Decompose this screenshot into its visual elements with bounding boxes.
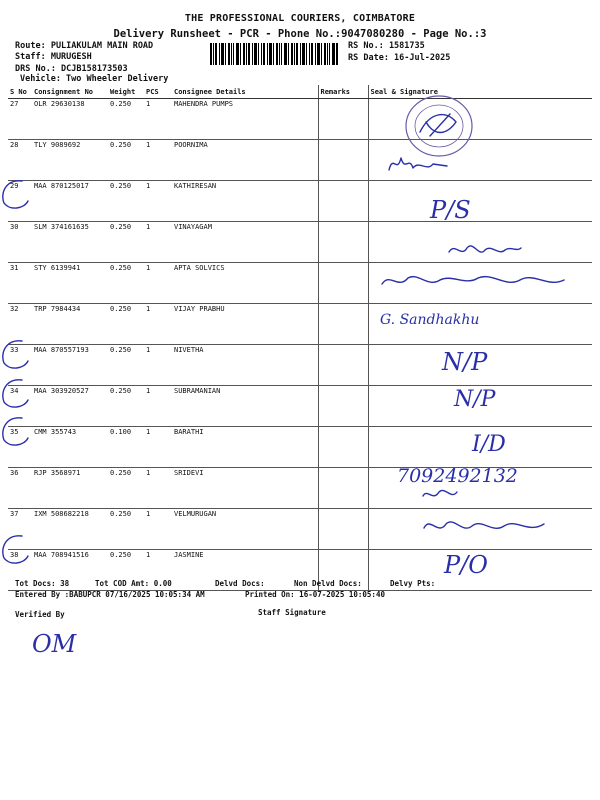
row-weight: 0.250 bbox=[108, 304, 144, 345]
total-cod-amount: Tot COD Amt: 0.00 bbox=[95, 579, 172, 588]
table-row bbox=[8, 386, 592, 427]
row-consignment-no: IXM 508682218 bbox=[32, 509, 108, 550]
hw-row-34: N/P bbox=[454, 387, 496, 412]
row-seal-signature bbox=[368, 181, 592, 222]
delivered-docs: Delvd Docs: bbox=[215, 579, 265, 588]
hw-row-29: P/S bbox=[430, 196, 471, 224]
row-seal-signature bbox=[368, 140, 592, 181]
entered-by: Entered By :BABUPCR 07/16/2025 10:05:34 AM bbox=[15, 590, 205, 599]
rs-date: RS Date: 16-Jul-2025 bbox=[348, 53, 451, 63]
row-weight: 0.100 bbox=[108, 427, 144, 468]
row-consignment-no: TLY 9089692 bbox=[32, 140, 108, 181]
table-row bbox=[8, 345, 592, 386]
row-sno: 28 bbox=[8, 140, 32, 181]
row-consignee: NIVETHA bbox=[172, 345, 318, 386]
row-weight: 0.250 bbox=[108, 386, 144, 427]
hw-verified: OM bbox=[32, 630, 77, 658]
col-consignee: Consignee Details bbox=[172, 85, 318, 99]
table-row bbox=[8, 468, 592, 509]
row-consignee: APTA SOLVICS bbox=[172, 263, 318, 304]
row-consignee: BARATHI bbox=[172, 427, 318, 468]
vehicle-label: Vehicle: Two Wheeler Delivery bbox=[20, 74, 169, 84]
row-seal-signature bbox=[368, 468, 592, 509]
non-delivered-docs: Non Delvd Docs: bbox=[294, 579, 362, 588]
row-sno: 31 bbox=[8, 263, 32, 304]
hw-row-36: 7092492132 bbox=[397, 465, 518, 487]
hw-row-32: G. Sandhakhu bbox=[380, 312, 480, 328]
row-sno: 38 bbox=[8, 550, 32, 591]
row-pcs: 1 bbox=[144, 99, 172, 140]
row-weight: 0.250 bbox=[108, 99, 144, 140]
row-consignment-no: OLR 29630138 bbox=[32, 99, 108, 140]
row-consignment-no: MAA 870125017 bbox=[32, 181, 108, 222]
row-consignment-no: SLM 374161635 bbox=[32, 222, 108, 263]
col-sno: S No bbox=[8, 85, 32, 99]
staff-signature-label: Staff Signature bbox=[258, 608, 326, 617]
row-sno: 33 bbox=[8, 345, 32, 386]
row-weight: 0.250 bbox=[108, 550, 144, 591]
row-remarks bbox=[318, 140, 368, 181]
row-weight: 0.250 bbox=[108, 345, 144, 386]
row-sno: 30 bbox=[8, 222, 32, 263]
route-label: Route: PULIAKULAM MAIN ROAD bbox=[15, 41, 154, 51]
runsheet-subtitle: Delivery Runsheet - PCR - Phone No.:9047080280 - Page No.:3 bbox=[113, 28, 487, 40]
row-sno: 34 bbox=[8, 386, 32, 427]
verified-by-signature bbox=[30, 622, 90, 662]
row-consignee: SRIDEVI bbox=[172, 468, 318, 509]
row-remarks bbox=[318, 386, 368, 427]
row-remarks bbox=[318, 509, 368, 550]
row-weight: 0.250 bbox=[108, 181, 144, 222]
row-weight: 0.250 bbox=[108, 263, 144, 304]
row-remarks bbox=[318, 427, 368, 468]
table-row bbox=[8, 427, 592, 468]
row-pcs: 1 bbox=[144, 140, 172, 181]
row-pcs: 1 bbox=[144, 304, 172, 345]
row-consignee: VINAYAGAM bbox=[172, 222, 318, 263]
staff-label: Staff: MURUGESH bbox=[15, 52, 92, 62]
table-row bbox=[8, 304, 592, 345]
table-row bbox=[8, 99, 592, 140]
row-weight: 0.250 bbox=[108, 140, 144, 181]
row-sno: 37 bbox=[8, 509, 32, 550]
row-consignee: JASMINE bbox=[172, 550, 318, 591]
row-consignee: SUBRAMANIAN bbox=[172, 386, 318, 427]
row-consignment-no: CMM 355743 bbox=[32, 427, 108, 468]
barcode-image bbox=[210, 43, 338, 65]
row-sno: 35 bbox=[8, 427, 32, 468]
row-sno: 27 bbox=[8, 99, 32, 140]
row-seal-signature bbox=[368, 386, 592, 427]
row-seal-signature bbox=[368, 427, 592, 468]
row-seal-signature bbox=[368, 99, 592, 140]
row-consignee: POORNIMA bbox=[172, 140, 318, 181]
row-pcs: 1 bbox=[144, 181, 172, 222]
col-weight: Weight bbox=[108, 85, 144, 99]
row-weight: 0.250 bbox=[108, 222, 144, 263]
row-seal-signature bbox=[368, 345, 592, 386]
drs-number: DRS No.: DCJB158173503 bbox=[15, 64, 128, 74]
delivery-points: Delvy Pts: bbox=[390, 579, 436, 588]
row-pcs: 1 bbox=[144, 509, 172, 550]
row-pcs: 1 bbox=[144, 468, 172, 509]
row-consignment-no: TRP 7984434 bbox=[32, 304, 108, 345]
row-weight: 0.250 bbox=[108, 509, 144, 550]
row-sno: 36 bbox=[8, 468, 32, 509]
row-remarks bbox=[318, 345, 368, 386]
row-remarks bbox=[318, 304, 368, 345]
col-remarks: Remarks bbox=[318, 85, 368, 99]
row-remarks bbox=[318, 222, 368, 263]
row-pcs: 1 bbox=[144, 386, 172, 427]
table-row bbox=[8, 140, 592, 181]
table-row bbox=[8, 222, 592, 263]
row-pcs: 1 bbox=[144, 263, 172, 304]
row-sno: 32 bbox=[8, 304, 32, 345]
row-consignment-no: STY 6139941 bbox=[32, 263, 108, 304]
table-row bbox=[8, 263, 592, 304]
row-consignee: KATHIRESAN bbox=[172, 181, 318, 222]
company-title: THE PROFESSIONAL COURIERS, COIMBATORE bbox=[184, 13, 416, 24]
hw-row-38: P/O bbox=[444, 551, 488, 579]
col-pcs: PCS bbox=[144, 85, 172, 99]
row-pcs: 1 bbox=[144, 345, 172, 386]
table-header-row bbox=[8, 85, 592, 99]
row-pcs: 1 bbox=[144, 222, 172, 263]
table-row bbox=[8, 181, 592, 222]
row-seal-signature bbox=[368, 509, 592, 550]
row-consignee: VIJAY PRABHU bbox=[172, 304, 318, 345]
row-remarks bbox=[318, 99, 368, 140]
row-consignment-no: RJP 3568971 bbox=[32, 468, 108, 509]
row-pcs: 1 bbox=[144, 550, 172, 591]
row-remarks bbox=[318, 181, 368, 222]
col-seal-signature: Seal & Signature bbox=[368, 85, 592, 99]
row-remarks bbox=[318, 468, 368, 509]
row-consignee: VELMURUGAN bbox=[172, 509, 318, 550]
row-consignment-no: MAA 708941516 bbox=[32, 550, 108, 591]
row-consignment-no: MAA 870557193 bbox=[32, 345, 108, 386]
col-consignment: Consignment No bbox=[32, 85, 108, 99]
verified-by-label: Verified By bbox=[15, 610, 65, 619]
row-seal-signature bbox=[368, 304, 592, 345]
row-consignment-no: MAA 303920527 bbox=[32, 386, 108, 427]
row-seal-signature bbox=[368, 222, 592, 263]
row-sno: 29 bbox=[8, 181, 32, 222]
printed-on: Printed On: 16-07-2025 10:05:40 bbox=[245, 590, 385, 599]
row-remarks bbox=[318, 263, 368, 304]
runsheet-table bbox=[8, 85, 592, 591]
rs-number: RS No.: 1581735 bbox=[348, 41, 425, 51]
row-pcs: 1 bbox=[144, 427, 172, 468]
row-consignee: MAHENDRA PUMPS bbox=[172, 99, 318, 140]
row-seal-signature bbox=[368, 263, 592, 304]
total-docs: Tot Docs: 38 bbox=[15, 579, 70, 588]
hw-row-35: I/D bbox=[472, 432, 506, 457]
table-row bbox=[8, 509, 592, 550]
hw-row-33: N/P bbox=[442, 348, 488, 376]
row-weight: 0.250 bbox=[108, 468, 144, 509]
